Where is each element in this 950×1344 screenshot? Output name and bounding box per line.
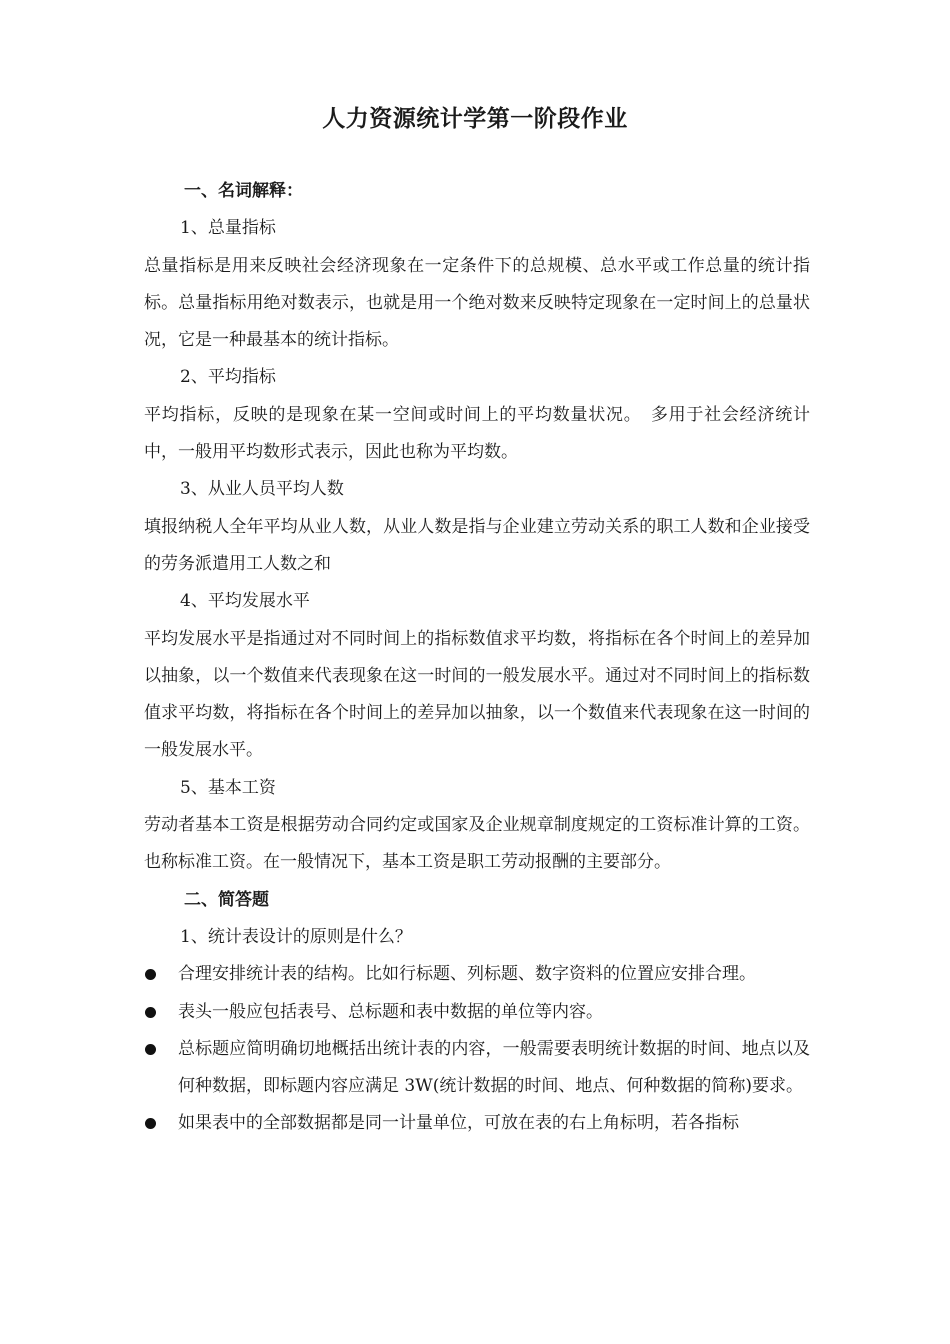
term-heading: 4、平均发展水平 <box>180 591 310 612</box>
list-item <box>144 994 810 1031</box>
document-title: 人力资源统计学第一阶段作业 <box>322 106 628 132</box>
term-heading: 1、总量指标 <box>180 218 276 239</box>
bullet-dot-icon <box>145 969 156 980</box>
document-body <box>144 173 810 1143</box>
question-heading: 1、统计表设计的原则是什么？ <box>180 926 412 947</box>
bullet-dot-icon <box>145 1007 156 1018</box>
term-heading: 5、基本工资 <box>180 777 276 798</box>
section-heading-short-answer: 二、简答题 <box>184 889 269 910</box>
term-average-employees <box>144 471 810 583</box>
list-item <box>144 1105 810 1142</box>
term-definition: 填报纳税人全年平均从业人数，从业人数是指与企业建立劳动关系的职工人数和企业接受的劳务派遣用工人数之和 <box>144 516 810 574</box>
bullet-dot-icon <box>145 1044 156 1055</box>
list-item <box>144 956 810 993</box>
term-average-development-level <box>144 583 810 769</box>
term-total-indicator <box>144 210 810 359</box>
list-item-text: 表头一般应包括表号、总标题和表中数据的单位等内容。 <box>178 1001 603 1022</box>
section-heading-definitions: 一、名词解释： <box>184 181 303 201</box>
list-item-text: 如果表中的全部数据都是同一计量单位，可放在表的右上角标明，若各指标 <box>178 1113 739 1134</box>
list-item-text: 总标题应简明确切地概括出统计表的内容，一般需要表明统计数据的时间、地点以及何种数据，即标题内容应满足 3W(统计数据的时间、地点、何种数据的简称)要求。 <box>178 1038 810 1097</box>
term-definition: 劳动者基本工资是根据劳动合同约定或国家及企业规章制度规定的工资标准计算的工资。也称标准工资。在一般情况下，基本工资是职工劳动报酬的主要部分。 <box>144 815 810 873</box>
answer-bullet-list <box>144 956 810 1142</box>
list-item <box>144 1031 810 1106</box>
term-average-indicator <box>144 359 810 471</box>
bullet-dot-icon <box>145 1118 156 1129</box>
list-item-text: 合理安排统计表的结构。比如行标题、列标题、数字资料的位置应安排合理。 <box>178 964 756 985</box>
term-heading: 3、从业人员平均人数 <box>180 479 344 500</box>
term-basic-wage <box>144 770 810 882</box>
question-table-design <box>144 919 810 1143</box>
term-definition: 平均指标，反映的是现象在某一空间或时间上的平均数量状况。 多用于社会经济统计中，一般用平均数形式表示，因此也称为平均数。 <box>144 404 810 463</box>
term-definition: 总量指标是用来反映社会经济现象在一定条件下的总规模、总水平或工作总量的统计指标。总量指标用绝对数表示，也就是用一个绝对数来反映特定现象在一定时间上的总量状况，它是一种最基本的统计指标。 <box>144 255 810 351</box>
term-heading: 2、平均指标 <box>180 367 276 388</box>
term-definition: 平均发展水平是指通过对不同时间上的指标数值求平均数，将指标在各个时间上的差异加以抽象，以一个数值来代表现象在这一时间的一般发展水平。通过对不同时间上的指标数值求平均数，将指标在各个时间上的差异加以抽象，以一个数值来代表现象在这一时间的一般发展水平。 <box>144 628 810 761</box>
